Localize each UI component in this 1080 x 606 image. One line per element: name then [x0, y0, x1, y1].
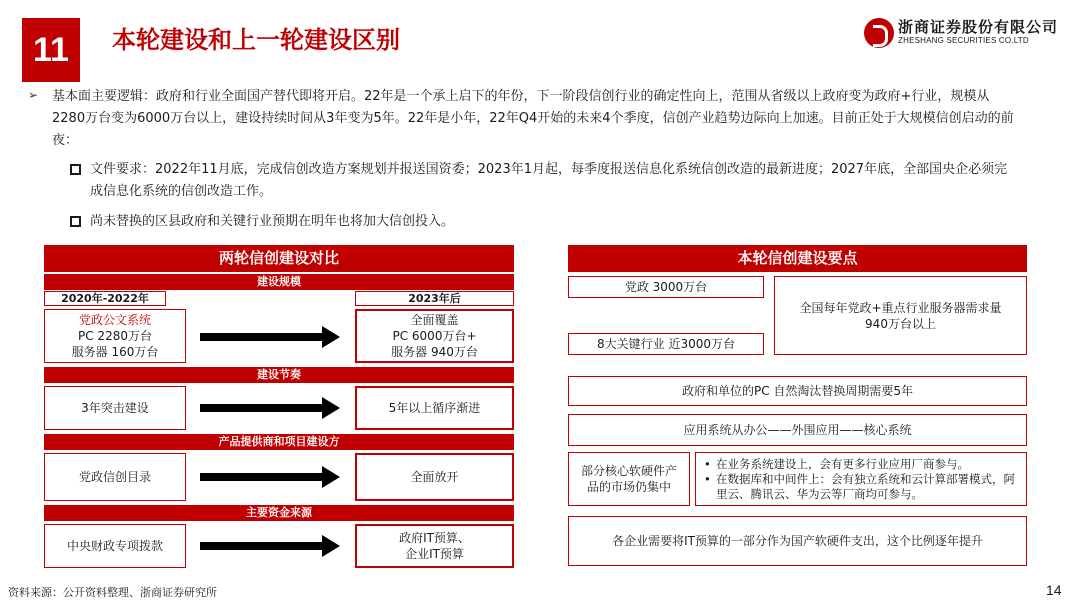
period-2023-label: 2023年后 — [355, 291, 514, 306]
market-concentration-line1: 部分核心软硬件产 — [580, 464, 677, 478]
pc-2280-text: PC 2280万台 — [78, 329, 152, 343]
funding-previous-box: 中央财政专项拨款 — [44, 524, 186, 568]
application-scope-box: 应用系统从办公——外围应用——核心系统 — [568, 414, 1027, 446]
transition-arrow-icon — [200, 538, 340, 554]
server-940-text: 服务器 940万台 — [391, 345, 478, 359]
section-pace-label: 建设节奏 — [44, 367, 514, 383]
party-units-box: 党政 3000万台 — [568, 276, 764, 298]
square-bullet-icon — [70, 216, 81, 227]
providers-previous-box: 党政信创目录 — [44, 453, 186, 501]
comparison-panel-title: 两轮信创建设对比 — [44, 245, 514, 272]
vendor-participation-box — [695, 452, 1027, 506]
page-title: 本轮建设和上一轮建设区别 — [112, 26, 400, 54]
county-expectation-paragraph: 尚未替换的区县政府和关键行业预期在明年也将加大信创投入。 — [90, 214, 455, 229]
pc-replacement-cycle-box: 政府和单位的PC 自然淘汰替换周期需要5年 — [568, 376, 1027, 406]
key-points-panel-title: 本轮信创建设要点 — [568, 245, 1027, 272]
list-item: • 在业务系统建设上，会有更多行业应用厂商参与。 — [702, 457, 1020, 472]
key-industries-box: 8大关键行业 近3000万台 — [568, 333, 764, 355]
pace-new-box: 5年以上循序渐进 — [355, 386, 514, 430]
arrow-bullet-icon: ➢ — [28, 88, 39, 102]
server-demand-line2: 940万台以上 — [865, 316, 936, 331]
section-scale-label: 建设规模 — [44, 274, 514, 290]
server-160-text: 服务器 160万台 — [71, 345, 159, 359]
it-budget-box: 各企业需要将IT预算的一部分作为国产软硬件支出，这个比例逐年提升 — [568, 516, 1027, 566]
vendor-participation-list — [702, 457, 1020, 502]
server-demand-line1: 全国每年党政+重点行业服务器需求量 — [799, 300, 1002, 315]
section-providers-label: 产品提供商和项目建设方 — [44, 434, 514, 450]
providers-new-box: 全面放开 — [355, 453, 514, 501]
company-logo-icon — [864, 18, 894, 48]
scale-previous-box — [44, 309, 186, 363]
main-logic-paragraph: 基本面主要逻辑：政府和行业全面国产替代即将开启。22年是一个承上启下的年份，下一阶段信创行业的确定性向上，范围从省级以上政府变为政府+行业，规模从2280万台变为6000万台以上，建设持续时间从3年变为5年。22年是小年，22年Q4开始的未来4个季度，信创产业趋势边际向上加速。目前正处于大规模信创启动的前夜： — [52, 89, 1014, 148]
section-funding-label: 主要资金来源 — [44, 505, 514, 521]
market-concentration-box — [568, 452, 690, 506]
source-note: 资料来源：公开资料整理、浙商证券研究所 — [8, 586, 217, 599]
company-name-en: ZHESHANG SECURITIES CO.LTD — [898, 36, 1029, 45]
full-coverage-text: 全面覆盖 — [410, 313, 459, 327]
slide-number-badge: 11 — [22, 18, 80, 82]
scale-new-box — [355, 309, 514, 363]
square-bullet-icon — [70, 164, 81, 175]
page-number: 14 — [1046, 582, 1062, 598]
transition-arrow-icon — [200, 469, 340, 485]
company-name-cn: 浙商证券股份有限公司 — [898, 18, 1059, 36]
corp-it-budget-text: 企业IT预算 — [405, 547, 464, 561]
transition-arrow-icon — [200, 400, 340, 416]
gov-it-budget-text: 政府IT预算、 — [399, 531, 470, 545]
document-requirement-paragraph: 文件要求：2022年11月底，完成信创改造方案规划并报送国资委；2023年1月起，每季度报送信息化系统信创改造的最新进度；2027年底，全部国央企必须完成信息化系统的信创改造工作。 — [90, 162, 1008, 199]
market-concentration-line2: 品的市场仍集中 — [586, 480, 671, 494]
transition-arrow-icon — [200, 329, 340, 345]
pace-previous-box: 3年突击建设 — [44, 386, 186, 430]
pc-6000-text: PC 6000万台+ — [392, 329, 477, 343]
funding-new-box — [355, 524, 514, 568]
party-doc-system-text: 党政公文系统 — [78, 313, 151, 327]
period-2020-2022-label: 2020年-2022年 — [44, 291, 166, 306]
list-item: • 在数据库和中间件上：会有独立系统和云计算部署模式，阿里云、腾讯云、华为云等厂商均可参与。 — [702, 472, 1020, 502]
server-demand-box — [774, 276, 1027, 355]
